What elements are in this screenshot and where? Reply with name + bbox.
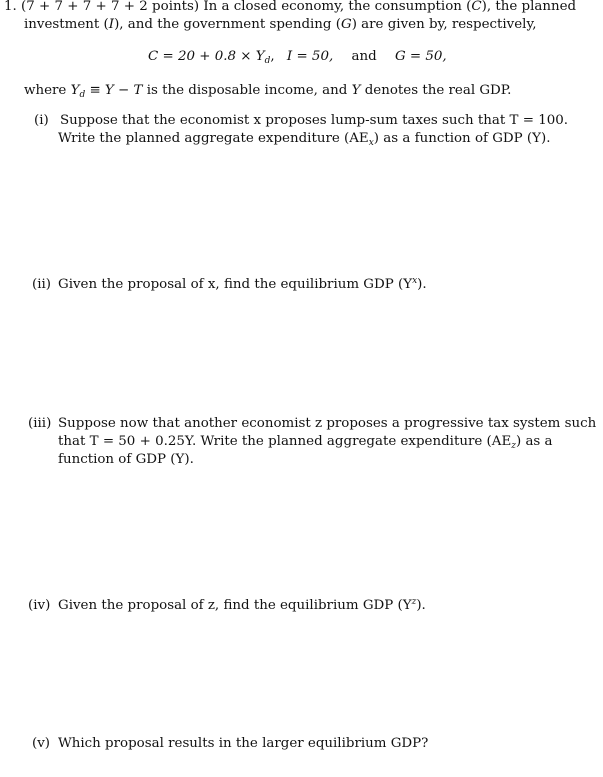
where-Y2: Y — [351, 83, 361, 98]
where-line — [24, 82, 511, 104]
intro-line2-start: investment ( — [24, 17, 109, 32]
equation-and: and — [351, 49, 377, 64]
part-ii-label: (ii) — [32, 277, 52, 292]
intro-text: In a closed economy, the consumption ( — [203, 0, 472, 14]
where-Y: Y — [70, 83, 80, 98]
problem-header-line1 — [4, 0, 577, 16]
equation-consumption-subscript: d — [264, 56, 271, 66]
part-i-line2 — [58, 130, 550, 152]
equation-consumption: C = 20 + 0.8 × Y — [148, 49, 265, 64]
part-i-label: (i) — [34, 113, 49, 128]
intro-text-end: ), the planned — [481, 0, 577, 14]
display-equation: $C = 20 + 0.8 \times Y_d$, I = 50, and G = 50, — [148, 49, 447, 66]
part-iv-line1-end: ). — [416, 598, 426, 613]
G-symbol: G — [340, 17, 352, 32]
equation-government: G = 50, — [394, 49, 447, 64]
problem-number: 1. — [4, 0, 17, 14]
part-ii-line1-start: Given the proposal of x, find the equilibrium GDP (Y — [58, 277, 413, 292]
part-iii-label: (iii) — [28, 416, 52, 431]
part-iv-superscript: z — [411, 597, 417, 607]
part-v-line1: Which proposal results in the larger equilibrium GDP? — [58, 736, 429, 751]
part-iv-line1-start: Given the proposal of z, find the equilibrium GDP (Y — [58, 598, 412, 613]
part-i-line2-end: ) as a function of GDP (Y). — [373, 131, 551, 146]
part-iii-line2-end: ) as a — [515, 434, 553, 449]
part-iii — [28, 415, 596, 433]
part-v — [32, 735, 428, 753]
part-ii-line1-end: ). — [417, 277, 427, 292]
part-iv-label: (iv) — [28, 598, 51, 613]
where-end: is the disposable income, and — [142, 83, 352, 98]
where-end2: denotes the real GDP. — [360, 83, 512, 98]
part-i-line1: Suppose that the economist x proposes lump-sum taxes such that T = 100. — [60, 113, 569, 128]
part-i-line2-start: Write the planned aggregate expenditure (AE — [58, 131, 369, 146]
part-iii-line3-text: function of GDP (Y). — [58, 452, 194, 467]
part-i — [34, 112, 568, 130]
intro-line2-mid: ), and the government spending ( — [114, 17, 341, 32]
C-symbol: C — [471, 0, 482, 14]
where-definition: ≡ Y − T — [85, 83, 143, 98]
part-ii-superscript: x — [412, 276, 418, 286]
part-v-label: (v) — [32, 736, 51, 751]
part-iii-subscript: z — [511, 441, 516, 451]
intro-line2-end: ) are given by, respectively, — [351, 17, 537, 32]
part-ii — [32, 272, 427, 294]
part-iii-line2-start: that T = 50 + 0.25Y. Write the planned aggregate expenditure (AE — [58, 434, 512, 449]
equation-investment: I = 50, — [286, 49, 334, 64]
I-symbol: I — [108, 17, 115, 32]
part-i-subscript: x — [368, 138, 374, 148]
part-iv — [28, 593, 426, 615]
where-subscript: d — [79, 90, 86, 100]
points-label: (7 + 7 + 7 + 7 + 2 points) — [21, 0, 200, 14]
where-start: where — [24, 83, 71, 98]
part-iii-line1: Suppose now that another economist z proposes a progressive tax system such — [58, 416, 597, 431]
problem-header-line2 — [24, 16, 537, 34]
part-iii-line3 — [58, 451, 194, 469]
